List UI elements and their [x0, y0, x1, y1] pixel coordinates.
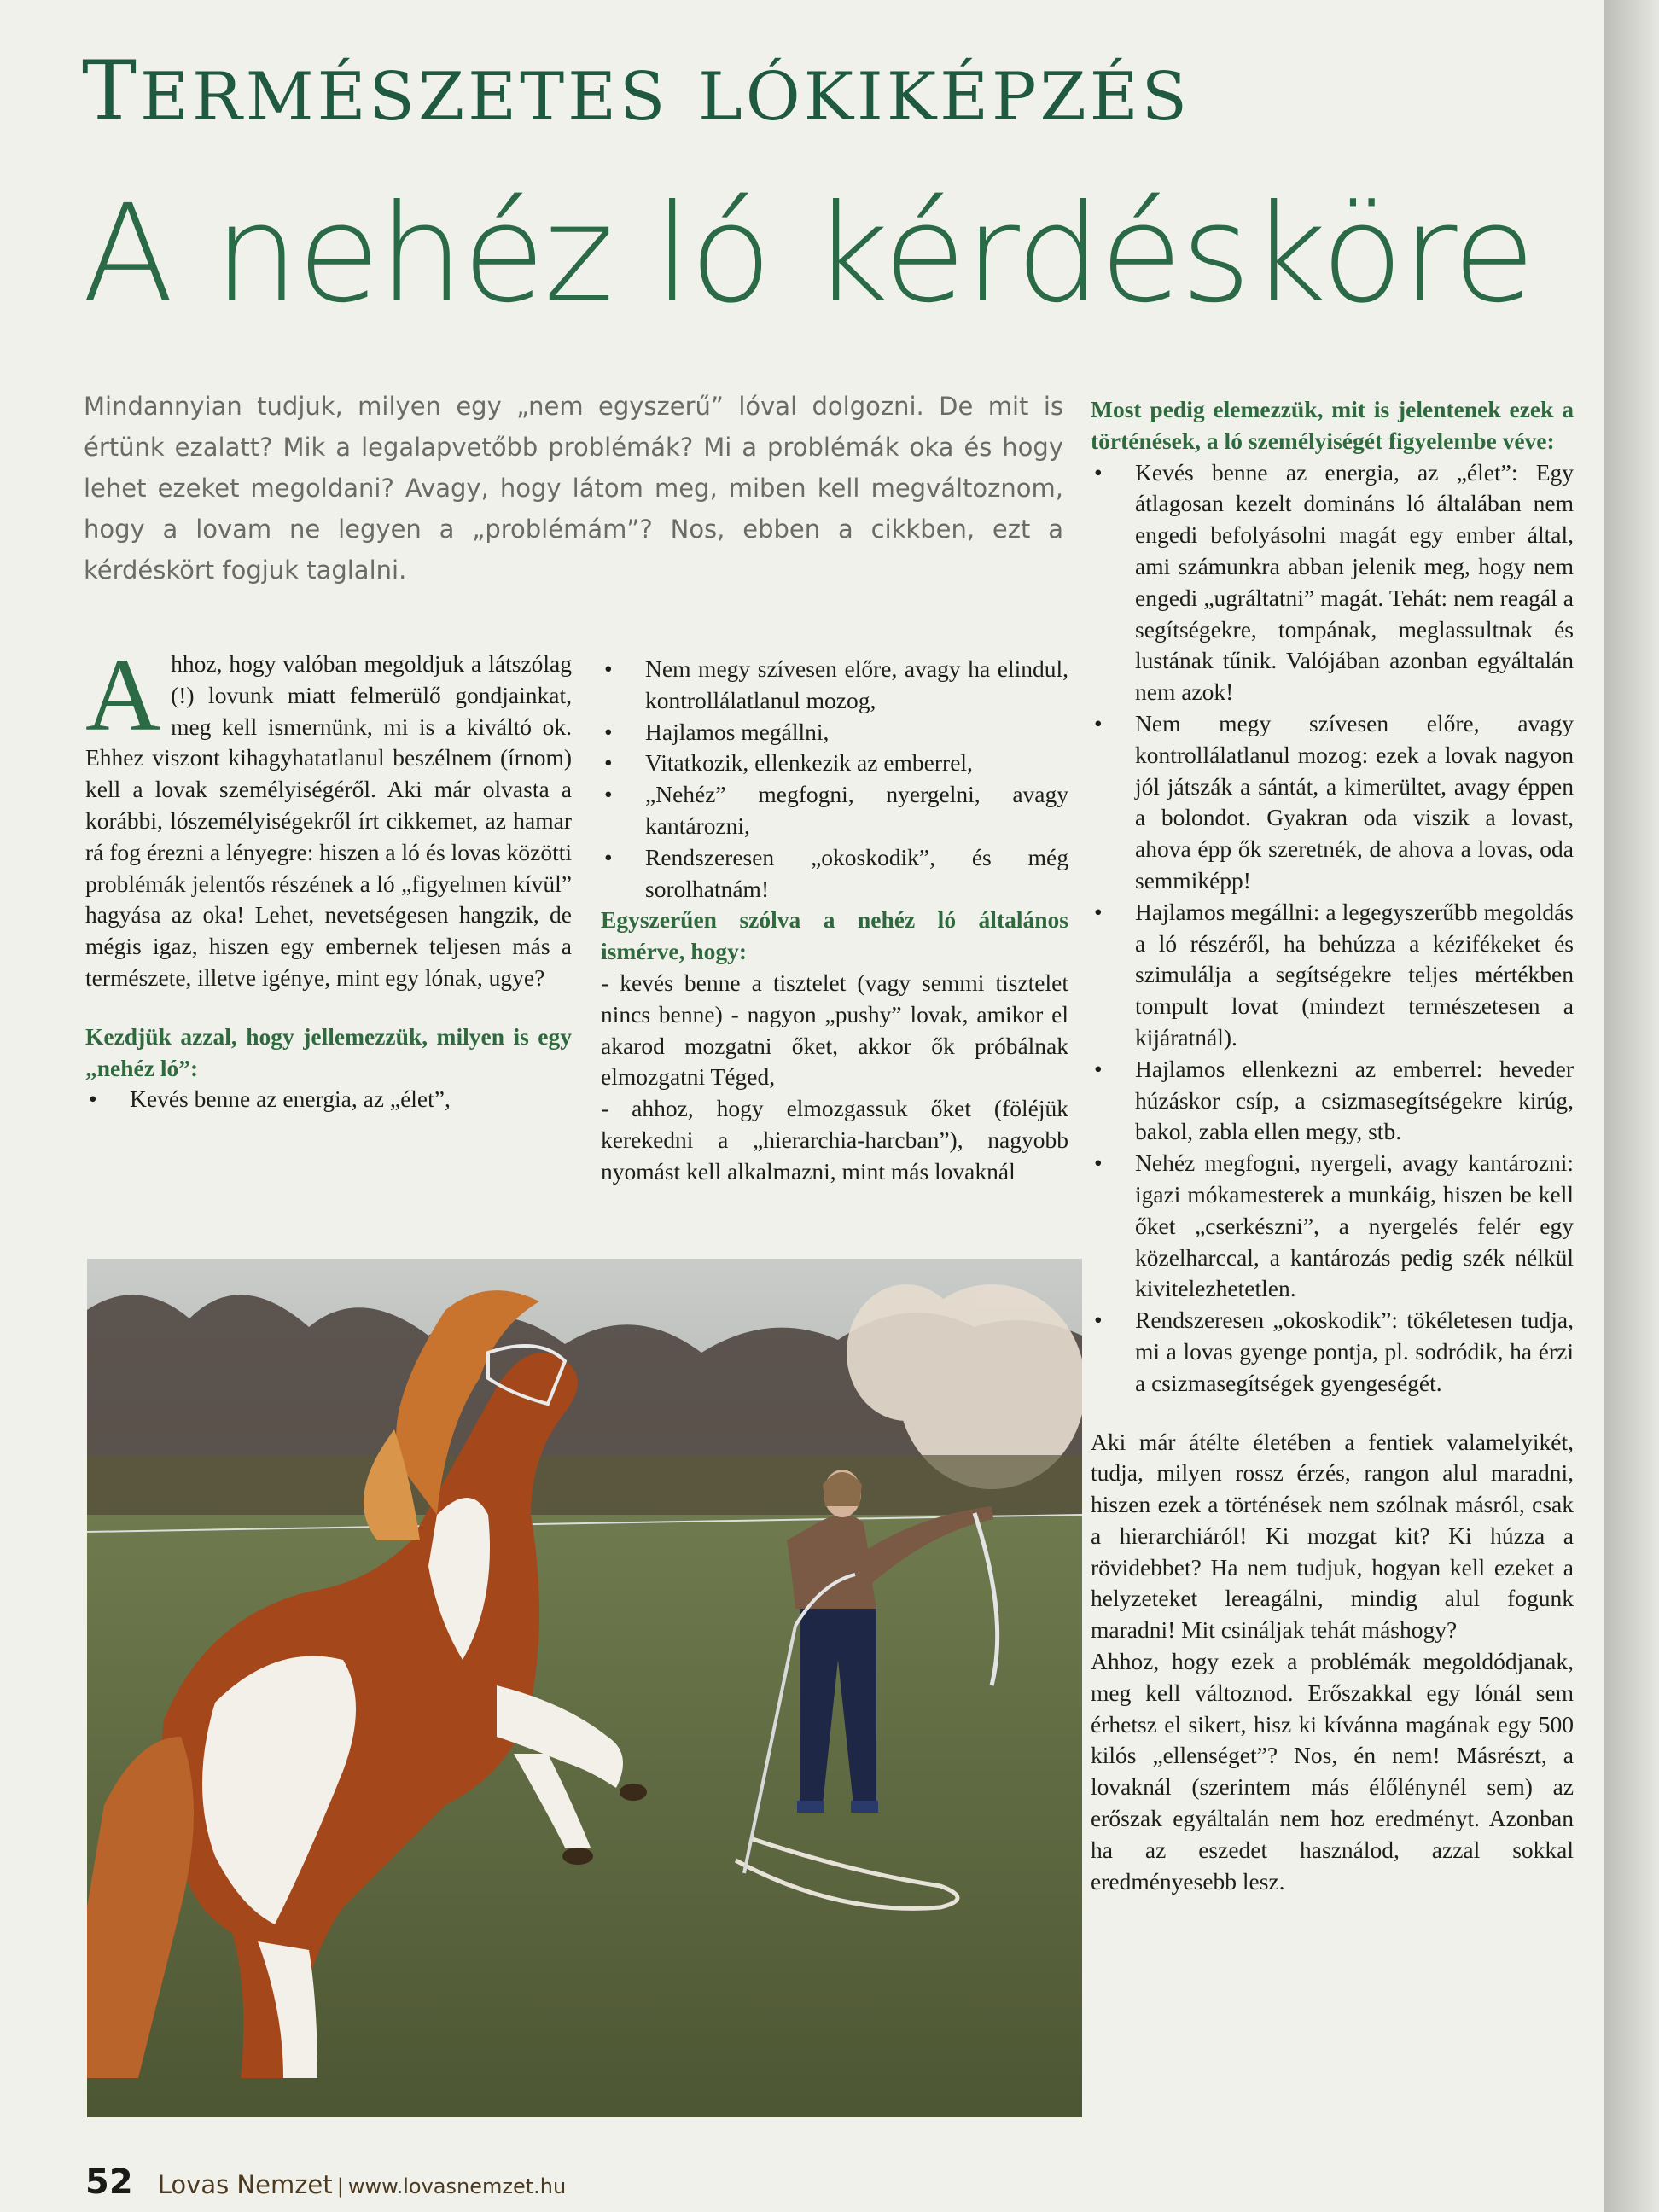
- list-item: • Hajlamos ellenkezni az emberrel: heveder húzáskor csíp, a csizmasegítségekre kirúg, bakol, zabla ellen megy, stb.: [1091, 1054, 1574, 1148]
- next-page-edge: [1604, 0, 1659, 2212]
- body-paragraph: - kevés benne a tisztelet (vagy semmi tisztelet nincs benne) - nagyon „pushy” lovak, amikor el akarod mozgatni őket, akkor ők próbálnak elmozgatni Téged,: [601, 969, 1068, 1091]
- section-heading-2: Egyszerűen szólva a nehéz ló általános ismérve, hogy:: [601, 906, 1068, 965]
- section-heading-1: Kezdjük azzal, hogy jellemezzük, milyen is egy „nehéz ló”:: [85, 1022, 572, 1081]
- list-item: • Nehéz megfogni, nyergeli, avagy kantározni: igazi mókamesterek a munkáig, hiszen be kell őket „cserkészni”, a nyergelés felér egy közelharccal, a kantározás pedig szék nélkül kivitelezhetetlen.: [1091, 1148, 1574, 1305]
- article-headline: A nehéz ló kérdésköre: [82, 176, 1534, 333]
- list-item: • Rendszeresen „okoskodik”: tökéletesen tudja, mi a lovas gyenge pontja, pl. sodródik, ha érzi a csizmasegítségek gyengeségét.: [1091, 1305, 1574, 1399]
- section-heading-3: Most pedig elemezzük, mit is jelentenek ezek a történések, a ló személyiségét figyelembe véve:: [1091, 396, 1574, 454]
- list-item: • Hajlamos megállni: a legegyszerűbb megoldás a ló részéről, ha behúzza a kézifékeket és szimulálja a segítségekre teljes mértékben tompult lovat (mindezt természetesen a kijáratnál).: [1091, 897, 1574, 1054]
- page-number: 52: [85, 2163, 133, 2202]
- list-item: • Hajlamos megállni,: [601, 717, 1068, 748]
- horse-photo: [87, 1259, 1082, 2117]
- text-column-1: [85, 637, 572, 1115]
- intro-paragraph: Ahhoz, hogy valóban megoldjuk a látszólag (!) lovunk miatt felmerülő gondjainkat, meg kell ismernünk, mi is a kiváltó ok. Ehhez viszont kihagyhatatlanul beszélnem (írnom) kell a lovak személyiségéről. Aki már olvasta a korábbi, lószemélyiségekről írt cikkemet, az hamar rá fog érezni a lényegre: hiszen a ló és lovas közötti problémák jelentős részének a ló „figyelmen kívül” hagyása az oka! Lehet, nevetségesen hangzik, de mégis igaz, hiszen egy embernek teljesen más a természete, illetve igénye, mint egy lónak, ugye?: [85, 637, 572, 991]
- bullet-list-2: [601, 654, 1068, 905]
- body-paragraph: Ahhoz, hogy ezek a problémák megoldódjanak, meg kell változnod. Erőszakkal egy lónál sem érhetsz el sikert, hisz ki kívánna magának egy 500 kilós „ellenséget”? Nos, én nem! Másrészt, a lovaknál (szerintem más élőlénynél sem) az erőszak egyáltalán nem hoz eredményt. Azonban ha az eszedet használod, azzal sokkal eredményesebb lesz.: [1091, 1648, 1574, 1895]
- list-item: • Vitatkozik, ellenkezik az emberrel,: [601, 748, 1068, 779]
- bullet-list-1: [85, 1084, 572, 1115]
- body-paragraph: Aki már átélte életében a fentiek valamelyikét, tudja, milyen rossz érzés, rangon alul maradni, hiszen ezek a történések nem szólnak másról, csak a hierarchiáról! Ki mozgat kit? Ki húzza a rövidebbet? Ha nem tudjuk, hogyan kell ezeket a helyzeteket lereagálni, mindig alul fogunk maradni! Mit csináljak tehát máshogy?: [1091, 1428, 1574, 1644]
- bullet-list-3: [1091, 457, 1574, 1400]
- list-item: • Nem megy szívesen előre, avagy ha elindul, kontrollálatlanul mozog,: [601, 654, 1068, 717]
- list-item: • Kevés benne az energia, az „élet”,: [85, 1084, 572, 1115]
- list-item: • Kevés benne az energia, az „élet”: Egy átlagosan kezelt domináns ló általában nem engedi befolyásolni magát egy ember által, ami számunkra abban jelenik meg, hogy nem engedi „ugráltatni” magát. Tehát: nem reagál a segítségekre, tompának, meglassultnak és lustának tűnik. Valójában azonban egyáltalán nem azok!: [1091, 457, 1574, 708]
- body-paragraph: - ahhoz, hogy elmozgassuk őket (föléjük kerekedni a „hierarchia-harcban”), nagyobb nyomást kell alkalmazni, mint más lovaknál: [601, 1095, 1068, 1185]
- text-column-2: [601, 654, 1068, 1188]
- drop-cap: A: [85, 637, 161, 753]
- magazine-url: www.lovasnemzet.hu: [347, 2174, 567, 2198]
- list-item: • „Nehéz” megfogni, nyergelni, avagy kantározni,: [601, 779, 1068, 842]
- article-lead: Mindannyian tudjuk, milyen egy „nem egyszerű” lóval dolgozni. De mit is értünk ezalatt? Mik a legalapvetőbb problémák? Mi a problémák oka és hogy lehet ezeket megoldani? Avagy, hogy látom meg, miben kell megváltoznom, hogy a lovam ne legyen a „problémám”? Nos, ebben a cikkben, ezt a kérdéskört fogjuk taglalni.: [84, 392, 1063, 585]
- list-item: • Rendszeresen „okoskodik”, és még sorolhatnám!: [601, 842, 1068, 905]
- footer-separator: |: [336, 2174, 344, 2198]
- article-kicker: TERMÉSZETES LÓKIKÉPZÉS: [82, 44, 1191, 139]
- page-footer: [85, 2163, 566, 2202]
- magazine-name: Lovas Nemzet: [157, 2170, 333, 2199]
- text-column-3: [1091, 394, 1574, 1897]
- list-item: • Nem megy szívesen előre, avagy kontrollálatlanul mozog: ezek a lovak nagyon jól játszák a sántát, a kimerültet, avagy éppen a bolondot. Gyakran oda viszik a lovast, ahova épp ők szeretnék, de ahova a lovas, oda semmiképp!: [1091, 708, 1574, 897]
